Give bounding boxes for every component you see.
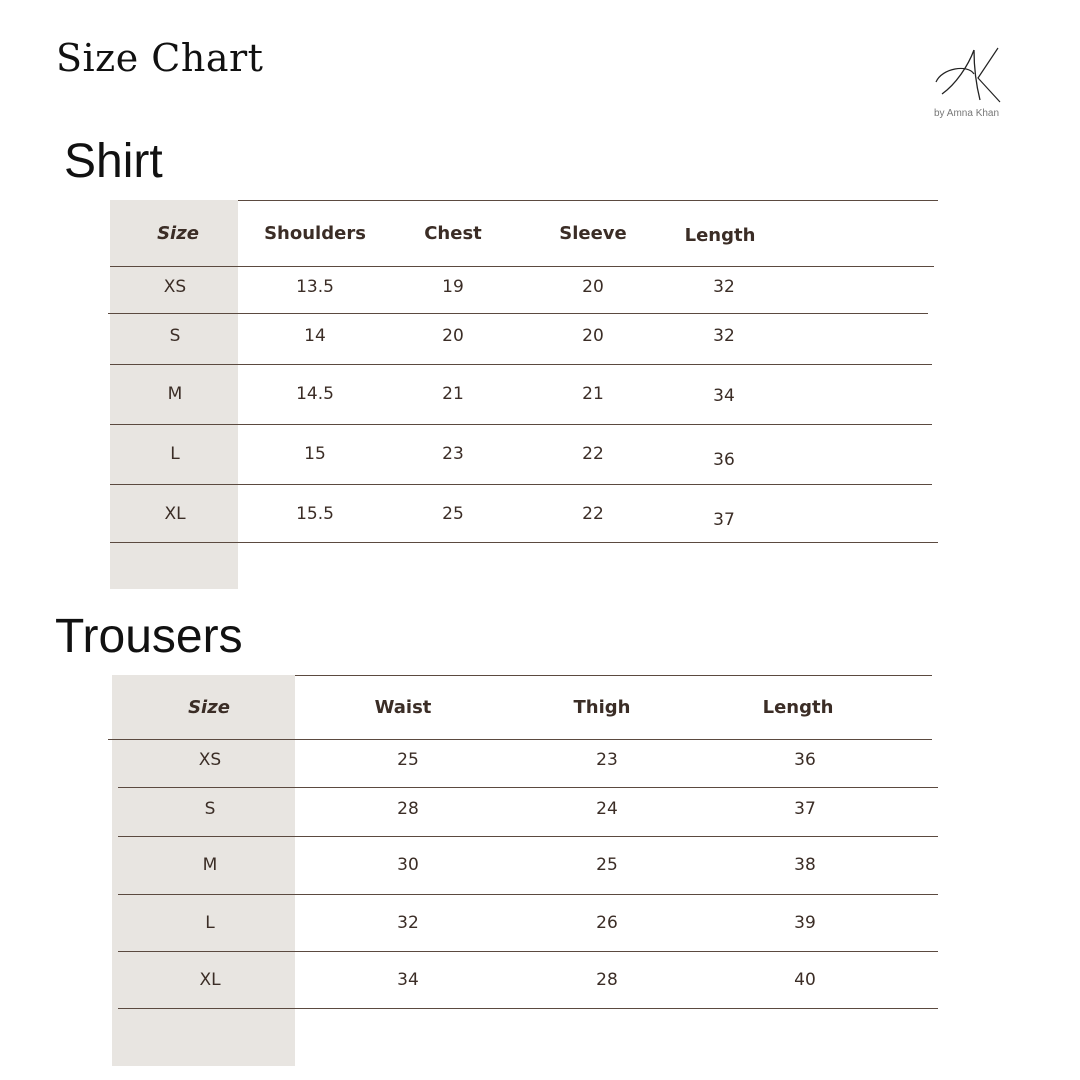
cell-thigh: 25 [596, 855, 618, 875]
header-waist: Waist [374, 696, 432, 718]
cell-sleeve: 22 [582, 504, 604, 524]
trousers-size-table [108, 675, 938, 1067]
cell-waist: 32 [397, 912, 419, 933]
cell-chest: 25 [442, 504, 464, 524]
cell-waist: 28 [397, 798, 419, 819]
cell-chest: 20 [442, 325, 464, 346]
cell-size: M [202, 855, 218, 875]
table-header-row [110, 200, 938, 266]
table-row [108, 951, 938, 1008]
cell-shoulders: 15 [304, 444, 326, 464]
header-thigh: Thigh [573, 696, 631, 718]
cell-shoulders: 14 [304, 325, 326, 346]
cell-thigh: 26 [596, 912, 618, 933]
shirt-section-title: Shirt [64, 135, 163, 188]
header-chest: Chest [424, 222, 482, 244]
cell-thigh: 28 [596, 969, 618, 990]
trousers-section-title: Trousers [55, 610, 243, 663]
cell-length: 38 [794, 855, 816, 875]
cell-length: 36 [794, 750, 816, 770]
page-title: Size Chart [56, 36, 264, 80]
cell-chest: 23 [442, 444, 464, 464]
brand-caption: by Amna Khan [934, 108, 1000, 119]
cell-size: S [204, 798, 216, 819]
table-row [110, 364, 938, 424]
cell-size: XL [164, 504, 186, 524]
cell-length: 32 [713, 325, 735, 346]
cell-size: L [170, 444, 180, 464]
cell-waist: 30 [397, 855, 419, 875]
table-row [108, 836, 938, 894]
table-row [110, 266, 938, 307]
table-rule [118, 1008, 938, 1009]
table-row [110, 484, 938, 544]
table-row [110, 424, 938, 484]
header-sleeve: Sleeve [559, 222, 627, 244]
cell-size: L [205, 912, 215, 933]
cell-size: S [169, 325, 181, 346]
cell-shoulders: 15.5 [296, 504, 334, 524]
cell-sleeve: 20 [582, 325, 604, 346]
table-header-row [108, 675, 938, 739]
cell-size: M [167, 384, 183, 404]
cell-length: 40 [794, 969, 816, 990]
cell-length: 36 [713, 450, 735, 470]
cell-thigh: 24 [596, 798, 618, 819]
table-row [108, 739, 938, 781]
cell-sleeve: 21 [582, 384, 604, 404]
cell-chest: 19 [442, 276, 464, 297]
table-row [110, 313, 938, 358]
cell-shoulders: 13.5 [296, 276, 334, 297]
header-size: Size [188, 696, 230, 718]
cell-chest: 21 [442, 384, 464, 404]
header-length: Length [684, 224, 756, 246]
header-shoulders: Shoulders [264, 222, 366, 244]
cell-length: 39 [794, 912, 816, 933]
cell-length: 37 [713, 510, 735, 530]
cell-sleeve: 22 [582, 444, 604, 464]
header-size: Size [157, 222, 199, 244]
table-row [108, 787, 938, 830]
header-length: Length [762, 696, 834, 718]
cell-size: XS [163, 276, 187, 297]
cell-length: 37 [794, 798, 816, 819]
shirt-size-table [110, 200, 938, 590]
cell-shoulders: 14.5 [296, 384, 334, 404]
cell-length: 34 [713, 386, 735, 406]
cell-size: XL [199, 969, 221, 990]
cell-sleeve: 20 [582, 276, 604, 297]
cell-waist: 34 [397, 969, 419, 990]
table-row [108, 894, 938, 951]
cell-length: 32 [713, 276, 735, 297]
cell-size: XS [198, 750, 222, 770]
cell-thigh: 23 [596, 750, 618, 770]
cell-waist: 25 [397, 750, 419, 770]
